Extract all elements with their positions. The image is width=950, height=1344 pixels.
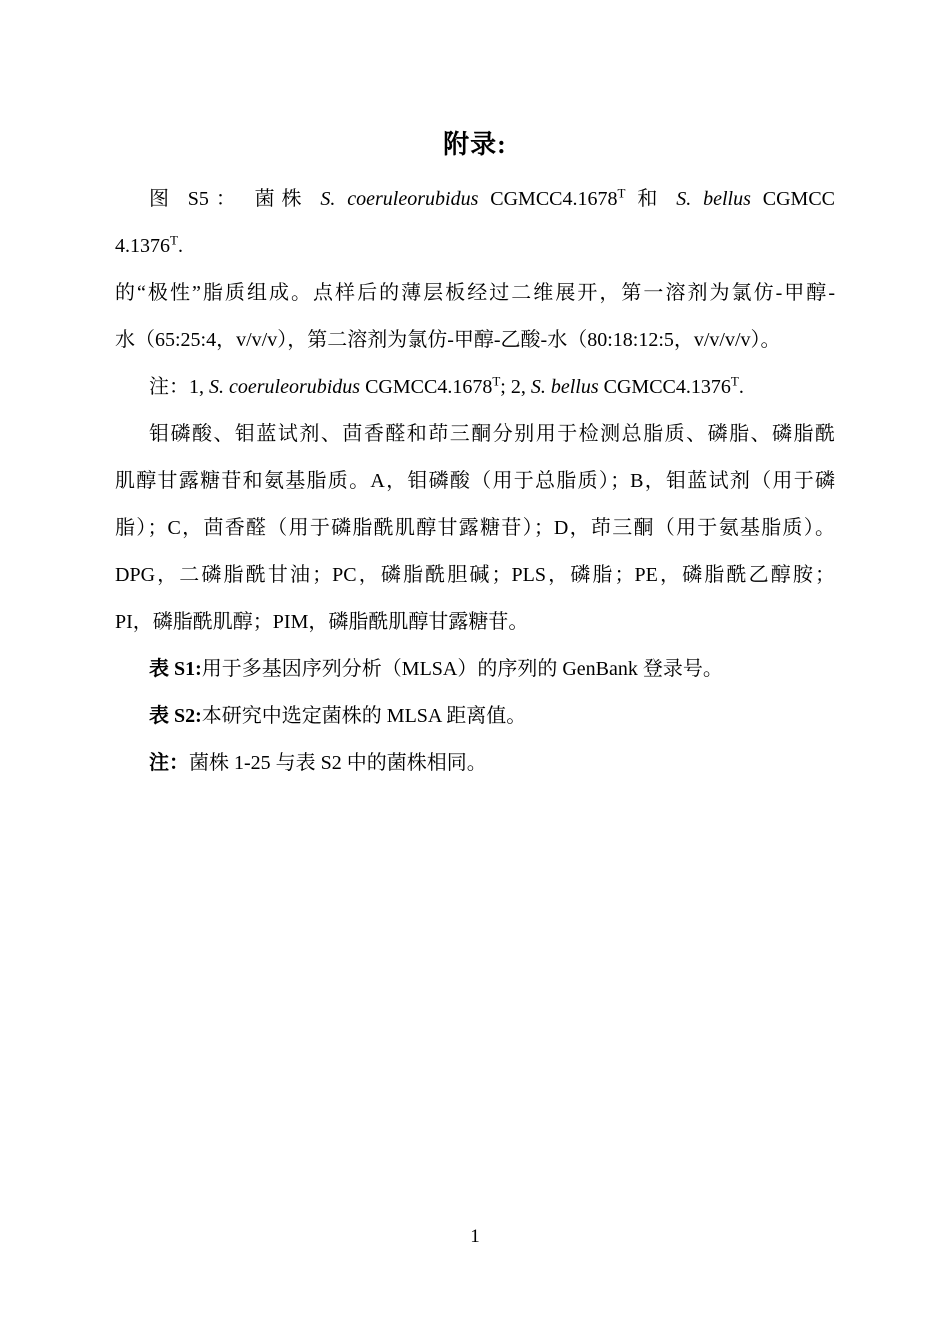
text-run: DPG，二磷脂酰甘油；PC，磷脂酰胆碱；PLS，磷脂；PE，磷脂酰乙醇胺； xyxy=(115,564,835,586)
figure-s5-caption xyxy=(115,176,835,364)
text-run: ; 2, xyxy=(500,376,531,398)
page-number: 1 xyxy=(470,1226,480,1247)
text-run: 水（65:25:4，v/v/v），第二溶剂为氯仿-甲醇-乙酸-水（80:18:12:5，v/v/v/v）。 xyxy=(115,329,781,351)
text-run: 注：1, xyxy=(149,376,209,398)
text-run: 的“极性”脂质组成。点样后的薄层板经过二维展开，第一溶剂为氯仿-甲醇- xyxy=(115,282,835,304)
final-note xyxy=(115,740,835,787)
reagents-line-5 xyxy=(115,599,835,646)
caption-line-2 xyxy=(115,223,835,270)
species-name-italic: S. bellus xyxy=(530,376,599,398)
table-s2-caption xyxy=(115,693,835,740)
text-run: 菌株 1-25 与表 S2 中的菌株相同。 xyxy=(189,752,487,774)
strain-note xyxy=(115,364,835,411)
reagents-line-3 xyxy=(115,505,835,552)
text-run: 图 S5： 菌株 xyxy=(149,188,321,210)
reagents-line-2 xyxy=(115,458,835,505)
strain-code: CGMCC xyxy=(750,188,836,210)
table-s1-line xyxy=(115,646,835,693)
text-run: 肌醇甘露糖苷和氨基脂质。A，钼磷酸（用于总脂质）；B，钼蓝试剂（用于磷 xyxy=(115,470,835,492)
table-s1-caption xyxy=(115,646,835,693)
text-run: 脂）；C，茴香醛（用于磷脂酰肌醇甘露糖苷）；D，茚三酮（用于氨基脂质）。 xyxy=(115,517,835,539)
type-strain-superscript: T xyxy=(170,232,178,248)
page-title: 附录: xyxy=(443,130,507,159)
strain-code: CGMCC4.1376 xyxy=(598,376,731,398)
text-run: 本研究中选定菌株的 MLSA 距离值。 xyxy=(201,705,527,727)
table-s2-line xyxy=(115,693,835,740)
type-strain-superscript: T xyxy=(617,185,626,201)
text-run: . xyxy=(177,235,183,257)
reagents-line-1 xyxy=(115,411,835,458)
text-run: 和 xyxy=(625,188,677,210)
caption-line-4 xyxy=(115,317,835,364)
note-label: 注： xyxy=(149,752,189,774)
caption-line-1 xyxy=(115,176,835,223)
document-body xyxy=(115,176,835,787)
strain-code: CGMCC4.1678 xyxy=(478,188,618,210)
table-s2-label: 表 S2: xyxy=(149,705,202,727)
species-name-italic: S. coeruleorubidus xyxy=(320,188,479,210)
type-strain-superscript: T xyxy=(492,373,501,389)
text-run: . xyxy=(738,376,744,398)
reagents-line-4 xyxy=(115,552,835,599)
strain-code: CGMCC4.1678 xyxy=(360,376,493,398)
table-s1-label: 表 S1: xyxy=(149,658,202,680)
caption-line-3 xyxy=(115,270,835,317)
type-strain-superscript: T xyxy=(730,373,739,389)
reagents-paragraph xyxy=(115,411,835,646)
species-name-italic: S. bellus xyxy=(676,188,751,210)
strain-note-line xyxy=(115,364,835,411)
text-run: 钼磷酸、钼蓝试剂、茴香醛和茚三酮分别用于检测总脂质、磷脂、磷脂酰 xyxy=(149,423,835,445)
strain-code: 4.1376 xyxy=(115,235,170,257)
text-run: 用于多基因序列分析（MLSA）的序列的 GenBank 登录号。 xyxy=(201,658,723,680)
final-note-line xyxy=(115,740,835,787)
text-run: PI，磷脂酰肌醇；PIM，磷脂酰肌醇甘露糖苷。 xyxy=(115,611,529,633)
species-name-italic: S. coeruleorubidus xyxy=(209,376,361,398)
